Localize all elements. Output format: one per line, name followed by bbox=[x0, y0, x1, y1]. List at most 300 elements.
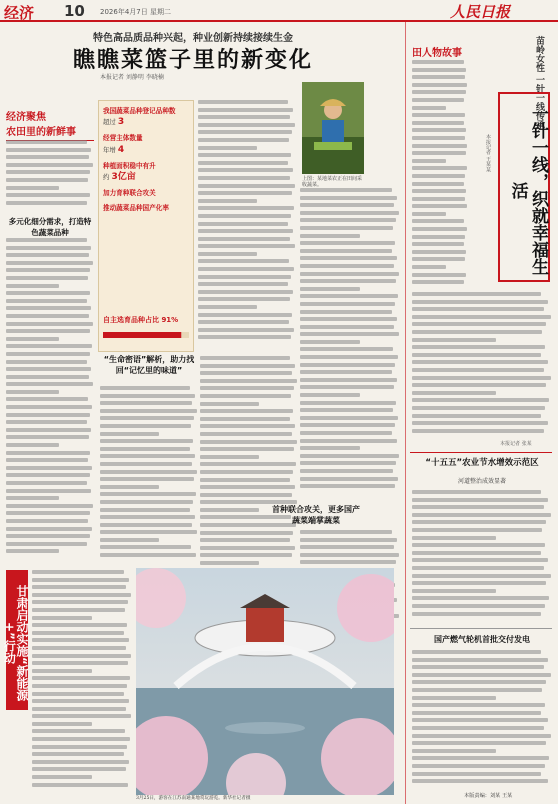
text-line bbox=[32, 783, 128, 787]
text-line bbox=[100, 439, 193, 443]
text-line bbox=[200, 455, 259, 459]
text-line bbox=[6, 443, 59, 447]
text-line bbox=[412, 589, 496, 593]
text-line bbox=[412, 90, 466, 94]
text-line bbox=[6, 163, 93, 167]
text-line bbox=[412, 680, 546, 684]
text-line bbox=[100, 530, 197, 534]
right-byline: 本报记者 王某某 bbox=[485, 134, 491, 173]
text-line bbox=[412, 60, 464, 64]
text-line bbox=[412, 513, 551, 517]
text-line bbox=[6, 337, 59, 341]
text-col-lower-1 bbox=[32, 570, 132, 795]
text-line bbox=[32, 631, 124, 635]
text-line bbox=[6, 397, 88, 401]
text-line bbox=[6, 451, 90, 455]
text-line bbox=[412, 182, 464, 186]
text-line bbox=[412, 174, 465, 178]
text-line bbox=[412, 398, 549, 402]
text-line bbox=[6, 458, 88, 462]
text-line bbox=[6, 284, 59, 288]
infobox-label-3: 种植面积稳中有升 bbox=[103, 161, 156, 170]
text-line bbox=[100, 515, 195, 519]
text-line bbox=[412, 166, 467, 170]
text-line bbox=[412, 650, 541, 654]
text-line bbox=[412, 528, 542, 532]
text-line bbox=[412, 136, 465, 140]
text-line bbox=[100, 386, 190, 390]
text-line bbox=[412, 551, 541, 555]
text-line bbox=[100, 545, 191, 549]
text-line bbox=[198, 123, 295, 127]
text-line bbox=[412, 406, 545, 410]
text-line bbox=[200, 478, 290, 482]
text-line bbox=[198, 176, 290, 180]
text-line bbox=[6, 140, 87, 144]
text-line bbox=[200, 409, 293, 413]
text-line bbox=[6, 360, 87, 364]
text-col-2b bbox=[100, 386, 198, 562]
column-head bbox=[6, 108, 94, 141]
text-line bbox=[32, 752, 124, 756]
text-line bbox=[300, 454, 399, 458]
text-line bbox=[32, 692, 124, 696]
right-separator bbox=[410, 452, 552, 453]
text-line bbox=[412, 273, 466, 277]
text-line bbox=[6, 186, 59, 190]
text-line bbox=[300, 530, 392, 534]
text-line bbox=[300, 469, 393, 473]
text-line bbox=[32, 593, 131, 597]
text-line bbox=[412, 197, 465, 201]
text-line bbox=[198, 214, 291, 218]
text-line bbox=[412, 242, 464, 246]
text-line bbox=[6, 253, 89, 257]
text-line bbox=[412, 741, 546, 745]
text-line bbox=[198, 335, 291, 339]
text-line bbox=[412, 98, 464, 102]
text-line bbox=[412, 151, 466, 155]
text-line bbox=[198, 297, 290, 301]
text-line bbox=[412, 520, 546, 524]
text-line bbox=[412, 779, 548, 783]
main-title: 瞧瞧菜篮子里的新变化 bbox=[72, 48, 313, 73]
right-sign: 本报记者 张某 bbox=[500, 441, 532, 447]
subhead-2: “生命密语”解析，助力找回“记忆里的味道” bbox=[103, 355, 195, 375]
text-line bbox=[32, 684, 127, 688]
text-line bbox=[412, 159, 446, 163]
text-line bbox=[6, 238, 87, 242]
garden-photo bbox=[136, 568, 394, 795]
column-sub: 农田里的新鲜事 bbox=[6, 123, 94, 141]
text-line bbox=[100, 409, 197, 413]
text-line bbox=[6, 420, 87, 424]
right-headline-2-sub: 河道整治成效显著 bbox=[457, 478, 506, 485]
right-headline-2: “十五五”农业节水增效示范区 bbox=[425, 458, 539, 468]
text-line bbox=[200, 364, 295, 368]
text-line bbox=[300, 203, 394, 207]
text-line bbox=[412, 227, 467, 231]
text-line bbox=[200, 402, 259, 406]
text-line bbox=[300, 340, 360, 344]
text-line bbox=[32, 654, 131, 658]
right-tag: 田人物故事 bbox=[412, 48, 462, 59]
text-line bbox=[300, 196, 397, 200]
text-line bbox=[412, 383, 546, 387]
text-line bbox=[32, 661, 128, 665]
text-line bbox=[412, 353, 541, 357]
text-line bbox=[6, 201, 87, 205]
text-line bbox=[198, 267, 294, 271]
text-line bbox=[198, 130, 292, 134]
text-line bbox=[412, 566, 544, 570]
text-line bbox=[198, 328, 294, 332]
right-text-3 bbox=[412, 490, 552, 624]
text-line bbox=[6, 352, 90, 356]
infobox-label-4: 加力育种联合攻关 bbox=[103, 189, 156, 198]
text-line bbox=[412, 490, 541, 494]
text-line bbox=[412, 368, 544, 372]
infobox-label-5: 推动蔬菜品种国产化率 bbox=[103, 203, 169, 212]
text-line bbox=[198, 115, 290, 119]
right-separator-2 bbox=[410, 628, 552, 629]
text-line bbox=[300, 393, 360, 397]
text-line bbox=[6, 291, 90, 295]
text-line bbox=[300, 226, 393, 230]
text-line bbox=[198, 313, 292, 317]
text-line bbox=[6, 489, 91, 493]
text-line bbox=[412, 128, 466, 132]
text-line bbox=[32, 676, 130, 680]
text-line bbox=[32, 669, 92, 673]
text-line bbox=[198, 244, 295, 248]
text-line bbox=[412, 345, 545, 349]
text-line bbox=[412, 83, 467, 87]
text-line bbox=[300, 553, 399, 557]
infobox-label-2: 经营主体数量 bbox=[103, 134, 143, 143]
newspaper-logo: 人民日报 bbox=[449, 3, 510, 21]
text-line bbox=[200, 379, 297, 383]
text-line bbox=[412, 330, 542, 334]
text-line bbox=[32, 646, 126, 650]
text-line bbox=[100, 538, 159, 542]
text-col-1b bbox=[6, 238, 94, 560]
text-line bbox=[6, 534, 90, 538]
text-line bbox=[200, 531, 293, 535]
text-line bbox=[300, 538, 397, 542]
text-col-1a bbox=[6, 140, 94, 210]
text-line bbox=[200, 440, 297, 444]
subhead-3: 首种联合攻关，更多国产蔬菜端掌蔬菜 bbox=[272, 505, 360, 525]
text-line bbox=[32, 570, 124, 574]
text-line bbox=[6, 314, 89, 318]
right-kicker: 苗岭女性 一针一线传承 bbox=[534, 36, 544, 130]
text-line bbox=[412, 292, 541, 296]
text-line bbox=[6, 276, 88, 280]
text-line bbox=[100, 508, 190, 512]
text-line bbox=[412, 391, 496, 395]
text-line bbox=[100, 432, 159, 436]
text-line bbox=[300, 408, 393, 412]
text-line bbox=[6, 542, 87, 546]
text-line bbox=[100, 447, 190, 451]
page-footer: 本版责编：刘某 王某 bbox=[464, 793, 513, 799]
text-line bbox=[198, 275, 291, 279]
text-line bbox=[100, 477, 194, 481]
text-line bbox=[32, 767, 126, 771]
text-line bbox=[300, 416, 398, 420]
text-col-3 bbox=[300, 188, 400, 498]
text-line bbox=[200, 508, 259, 512]
text-line bbox=[300, 461, 396, 465]
text-line bbox=[412, 360, 548, 364]
main-kicker: 特色高品质品种兴起，种业创新持续接续生金 bbox=[93, 33, 293, 44]
text-line bbox=[300, 446, 360, 450]
masthead bbox=[0, 0, 558, 22]
text-line bbox=[300, 188, 392, 192]
text-line bbox=[412, 250, 466, 254]
text-line bbox=[300, 302, 395, 306]
infobox-value-3: 约 3亿亩 bbox=[103, 172, 136, 183]
text-line bbox=[32, 714, 131, 718]
text-line bbox=[32, 600, 128, 604]
text-line bbox=[412, 257, 465, 261]
text-line bbox=[198, 237, 290, 241]
text-line bbox=[198, 108, 293, 112]
text-line bbox=[412, 558, 548, 562]
infobox bbox=[98, 100, 194, 352]
text-line bbox=[6, 193, 90, 197]
text-line bbox=[412, 322, 546, 326]
text-line bbox=[100, 485, 159, 489]
text-line bbox=[300, 272, 399, 276]
text-line bbox=[412, 543, 545, 547]
text-line bbox=[6, 155, 89, 159]
text-line bbox=[100, 454, 195, 458]
page-number: 10 bbox=[64, 2, 85, 20]
text-line bbox=[32, 585, 126, 589]
text-line bbox=[300, 218, 396, 222]
text-line bbox=[300, 287, 360, 291]
text-line bbox=[200, 485, 295, 489]
text-line bbox=[198, 184, 295, 188]
text-line bbox=[200, 417, 290, 421]
text-line bbox=[6, 306, 91, 310]
text-line bbox=[412, 421, 548, 425]
text-line bbox=[300, 347, 393, 351]
text-line bbox=[300, 317, 397, 321]
text-line bbox=[198, 153, 291, 157]
text-line bbox=[300, 279, 396, 283]
text-line bbox=[300, 264, 394, 268]
text-line bbox=[412, 338, 496, 342]
text-line bbox=[32, 760, 129, 764]
text-line bbox=[6, 413, 90, 417]
text-line bbox=[6, 435, 89, 439]
text-line bbox=[6, 322, 93, 326]
text-line bbox=[412, 204, 467, 208]
text-line bbox=[300, 310, 392, 314]
text-line bbox=[198, 138, 289, 142]
text-line bbox=[412, 189, 466, 193]
text-line bbox=[6, 405, 92, 409]
text-line bbox=[412, 113, 465, 117]
text-line bbox=[412, 772, 541, 776]
text-line bbox=[300, 234, 360, 238]
text-line bbox=[198, 199, 257, 203]
column-divider bbox=[405, 22, 406, 804]
text-line bbox=[412, 673, 551, 677]
text-line bbox=[300, 545, 394, 549]
text-line bbox=[300, 332, 399, 336]
text-line bbox=[200, 371, 292, 375]
text-line bbox=[412, 574, 551, 578]
text-line bbox=[412, 734, 551, 738]
text-line bbox=[6, 170, 90, 174]
text-line bbox=[200, 424, 295, 428]
text-line bbox=[412, 376, 551, 380]
text-line bbox=[6, 466, 92, 470]
text-line bbox=[100, 500, 193, 504]
text-line bbox=[198, 229, 293, 233]
garden-caption: 3月25日，游客在江苏南通某地赏玩游览。新华社记者摄 bbox=[136, 796, 251, 801]
text-line bbox=[198, 320, 289, 324]
text-line bbox=[198, 290, 293, 294]
text-line bbox=[100, 523, 192, 527]
text-line bbox=[300, 439, 397, 443]
text-line bbox=[412, 596, 549, 600]
text-line bbox=[300, 484, 395, 488]
text-col-2 bbox=[198, 100, 296, 350]
text-line bbox=[6, 268, 90, 272]
right-text-1 bbox=[412, 60, 468, 290]
text-line bbox=[412, 212, 446, 216]
text-line bbox=[200, 462, 296, 466]
text-line bbox=[200, 538, 290, 542]
infobox-pct-label: 自主选育品种占比 91% bbox=[103, 316, 179, 324]
text-line bbox=[32, 737, 130, 741]
text-line bbox=[412, 144, 467, 148]
text-line bbox=[6, 428, 91, 432]
text-line bbox=[6, 473, 90, 477]
text-line bbox=[300, 256, 397, 260]
text-line bbox=[412, 307, 544, 311]
subhead-1: 多元化细分需求，打造特色蔬菜品种 bbox=[8, 217, 92, 237]
text-line bbox=[412, 121, 464, 125]
text-line bbox=[200, 553, 292, 557]
text-line bbox=[100, 401, 192, 405]
text-line bbox=[32, 616, 92, 620]
text-line bbox=[412, 219, 464, 223]
infobox-value-1: 超过 3 bbox=[103, 117, 125, 128]
text-line bbox=[200, 432, 292, 436]
text-line bbox=[32, 775, 92, 779]
progress-bar bbox=[103, 324, 189, 346]
text-line bbox=[32, 623, 127, 627]
right-text-4 bbox=[412, 650, 552, 788]
text-line bbox=[412, 300, 548, 304]
infobox-value-2: 年增 4 bbox=[103, 144, 125, 155]
text-line bbox=[198, 168, 293, 172]
text-line bbox=[300, 363, 395, 367]
text-line bbox=[32, 608, 125, 612]
text-line bbox=[300, 378, 397, 382]
text-line bbox=[412, 612, 541, 616]
text-line bbox=[300, 249, 392, 253]
text-line bbox=[100, 424, 191, 428]
text-line bbox=[300, 370, 392, 374]
text-line bbox=[412, 665, 544, 669]
text-line bbox=[100, 492, 196, 496]
text-line bbox=[300, 325, 394, 329]
text-line bbox=[198, 206, 294, 210]
text-line bbox=[412, 106, 446, 110]
text-line bbox=[6, 549, 59, 553]
vertical-headline: 甘肃启动实施“新能源+”行动 bbox=[6, 570, 28, 710]
text-line bbox=[198, 161, 288, 165]
text-line bbox=[6, 344, 92, 348]
right-text-2 bbox=[412, 292, 552, 438]
text-line bbox=[200, 386, 294, 390]
text-line bbox=[100, 416, 194, 420]
text-line bbox=[32, 729, 125, 733]
text-line bbox=[6, 178, 88, 182]
text-line bbox=[32, 722, 92, 726]
text-line bbox=[300, 423, 395, 427]
text-line bbox=[412, 749, 496, 753]
text-line bbox=[300, 431, 392, 435]
text-line bbox=[198, 222, 288, 226]
dateline: 2026年4月7日 星期二 bbox=[100, 8, 171, 16]
text-line bbox=[200, 493, 292, 497]
text-line bbox=[198, 252, 257, 256]
text-line bbox=[300, 385, 394, 389]
text-line bbox=[100, 394, 195, 398]
text-line bbox=[198, 146, 257, 150]
text-line bbox=[100, 470, 197, 474]
text-line bbox=[6, 299, 87, 303]
column-tag: 经济聚焦 bbox=[6, 112, 46, 123]
text-line bbox=[198, 191, 292, 195]
text-line bbox=[412, 414, 541, 418]
text-line bbox=[32, 707, 126, 711]
text-line bbox=[300, 401, 396, 405]
text-line bbox=[300, 241, 395, 245]
text-line bbox=[6, 481, 87, 485]
text-line bbox=[300, 477, 398, 481]
text-line bbox=[6, 367, 91, 371]
text-line bbox=[198, 259, 289, 263]
text-line bbox=[412, 756, 549, 760]
text-line bbox=[412, 726, 544, 730]
infobox-label-1: 我国蔬菜品种登记品种数 bbox=[103, 107, 176, 115]
text-line bbox=[6, 382, 93, 386]
photo-caption: 上图：某地菜农正在田间采收蔬菜。 bbox=[302, 176, 363, 188]
text-line bbox=[6, 246, 91, 250]
text-line bbox=[200, 394, 291, 398]
text-line bbox=[412, 711, 541, 715]
text-line bbox=[6, 496, 59, 500]
farmer-photo bbox=[302, 82, 364, 174]
text-line bbox=[412, 536, 496, 540]
text-line bbox=[32, 745, 127, 749]
text-line bbox=[412, 658, 548, 662]
text-line bbox=[300, 211, 399, 215]
text-line bbox=[200, 447, 294, 451]
text-line bbox=[6, 261, 93, 265]
text-line bbox=[300, 355, 398, 359]
text-line bbox=[198, 100, 288, 104]
